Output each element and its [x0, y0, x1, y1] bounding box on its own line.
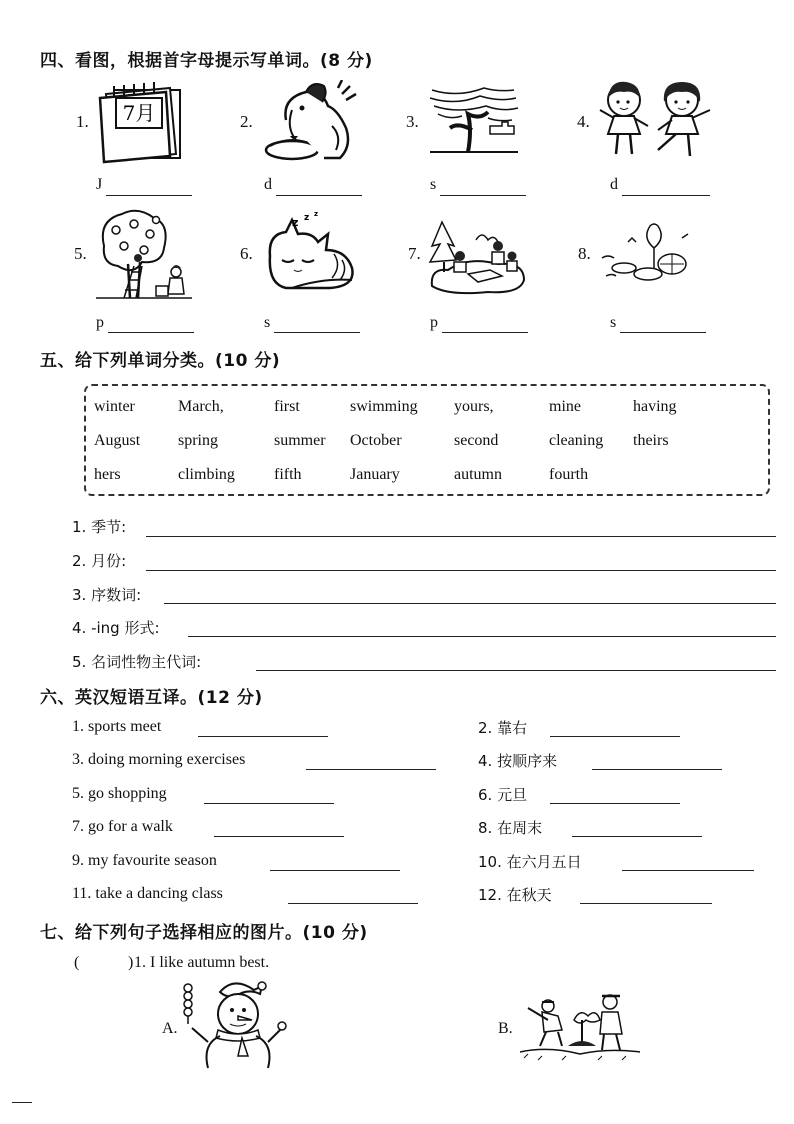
answer-line[interactable] — [256, 670, 776, 671]
category-label: 4. -ing 形式: — [72, 619, 160, 637]
section-7-title: 七、给下列句子选择相应的图片。(10 分) — [40, 923, 368, 943]
category-label: 3. 序数词: — [72, 586, 142, 604]
section-5-title: 五、给下列单词分类。(10 分) — [40, 351, 281, 371]
phrase-item: 8. 在周末 — [478, 819, 543, 837]
answer-blank[interactable] — [442, 332, 528, 333]
answer-paren-close[interactable]: ) — [128, 954, 134, 971]
item-number: 4. — [577, 112, 590, 131]
calendar-text: 7月 — [122, 101, 156, 125]
answer-line[interactable] — [146, 536, 776, 537]
answer-blank[interactable] — [622, 870, 754, 871]
answer-line[interactable] — [164, 603, 776, 604]
answer-blank[interactable] — [108, 332, 194, 333]
word: hers — [94, 466, 121, 483]
calendar-icon — [96, 82, 188, 164]
windy-tree-icon — [428, 84, 520, 156]
word: October — [350, 432, 402, 449]
snowman-icon[interactable] — [178, 978, 288, 1070]
answer-blank[interactable] — [288, 903, 418, 904]
answer-blank[interactable] — [204, 803, 334, 804]
hint-letter: s — [430, 176, 437, 193]
phrase-item: 7. go for a walk — [72, 818, 173, 835]
category-label: 1. 季节: — [72, 518, 127, 536]
answer-blank[interactable] — [580, 903, 712, 904]
category-label: 2. 月份: — [72, 552, 127, 570]
word: fifth — [274, 466, 302, 483]
answer-blank[interactable] — [106, 195, 192, 196]
hint-letter: p — [96, 314, 104, 331]
girls-dancing-icon — [598, 80, 716, 160]
word: cleaning — [549, 432, 604, 449]
word: theirs — [633, 432, 669, 449]
summer-pond-icon — [598, 218, 698, 284]
svg-text:z: z — [292, 216, 299, 229]
phrase-item: 11. take a dancing class — [72, 885, 223, 902]
answer-blank[interactable] — [306, 769, 436, 770]
item-number: 6. — [240, 244, 253, 263]
item-number: 3. — [406, 112, 419, 131]
phrase-item: 1. sports meet — [72, 718, 162, 735]
answer-blank[interactable] — [270, 870, 400, 871]
picnic-icon — [428, 216, 528, 296]
word: yours, — [454, 398, 494, 415]
word: summer — [274, 432, 326, 449]
word: January — [350, 466, 400, 483]
planting-trees-icon[interactable] — [518, 990, 642, 1062]
answer-blank[interactable] — [622, 195, 710, 196]
phrase-item: 12. 在秋天 — [478, 886, 552, 904]
word: having — [633, 398, 677, 415]
answer-blank[interactable] — [274, 332, 360, 333]
word: March, — [178, 398, 224, 415]
word: first — [274, 398, 300, 415]
svg-text:z: z — [304, 213, 310, 223]
answer-blank[interactable] — [592, 769, 722, 770]
item-number: 5. — [74, 244, 87, 263]
word: second — [454, 432, 499, 449]
phrase-item: 9. my favourite season — [72, 852, 217, 869]
answer-blank[interactable] — [550, 803, 680, 804]
sleeping-cat-icon — [262, 210, 362, 294]
answer-paren-open[interactable]: ( — [74, 954, 80, 971]
item-number: 7. — [408, 244, 421, 263]
word: swimming — [350, 398, 418, 415]
word: mine — [549, 398, 581, 415]
option-label: B. — [498, 1020, 513, 1037]
phrase-item: 6. 元旦 — [478, 786, 528, 804]
svg-text:z: z — [314, 210, 319, 218]
phrase-item: 4. 按顺序来 — [478, 752, 558, 770]
picking-apples-icon — [94, 206, 194, 302]
hint-letter: J — [96, 176, 103, 193]
answer-line[interactable] — [146, 570, 776, 571]
section-6-title: 六、英汉短语互译。(12 分) — [40, 688, 263, 708]
answer-blank[interactable] — [276, 195, 362, 196]
hint-letter: d — [264, 176, 272, 193]
hint-letter: s — [264, 314, 271, 331]
answer-blank[interactable] — [620, 332, 706, 333]
hint-letter: s — [610, 314, 617, 331]
hint-letter: d — [610, 176, 618, 193]
answer-line[interactable] — [188, 636, 776, 637]
page-footer-mark — [12, 1102, 32, 1103]
word: winter — [94, 398, 135, 415]
word: climbing — [178, 466, 235, 483]
option-label: A. — [162, 1020, 178, 1037]
phrase-item: 10. 在六月五日 — [478, 853, 582, 871]
word: fourth — [549, 466, 589, 483]
hint-letter: p — [430, 314, 438, 331]
answer-blank[interactable] — [214, 836, 344, 837]
word: August — [94, 432, 141, 449]
phrase-item: 5. go shopping — [72, 785, 167, 802]
question-text: 1. I like autumn best. — [134, 954, 270, 971]
phrase-item: 3. doing morning exercises — [72, 751, 246, 768]
phrase-item: 2. 靠右 — [478, 719, 528, 737]
word: spring — [178, 432, 218, 449]
answer-blank[interactable] — [198, 736, 328, 737]
dog-drinking-icon — [262, 80, 358, 164]
answer-blank[interactable] — [550, 736, 680, 737]
category-label: 5. 名词性物主代词: — [72, 653, 202, 671]
section-4-title: 四、看图，根据首字母提示写单词。(8 分) — [40, 51, 373, 71]
answer-blank[interactable] — [440, 195, 526, 196]
item-number: 8. — [578, 244, 591, 263]
item-number: 2. — [240, 112, 253, 131]
answer-blank[interactable] — [572, 836, 702, 837]
item-number: 1. — [76, 112, 89, 131]
word: autumn — [454, 466, 502, 483]
